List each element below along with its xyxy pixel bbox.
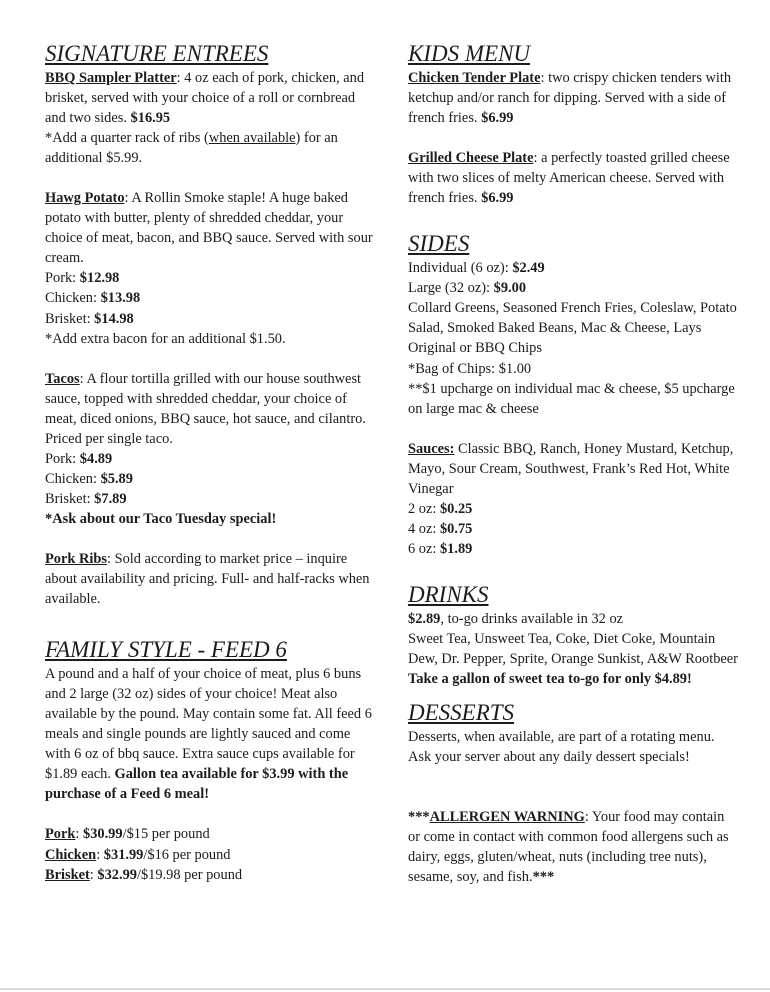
desserts-desc: Desserts, when available, are part of a rotating menu. Ask your server about any daily dessert specials!: [408, 729, 715, 766]
allergen-label: ALLERGEN WARNING: [429, 809, 585, 826]
drinks-heading: DRINKS: [408, 581, 489, 607]
sauce-size-label: 4 oz:: [408, 520, 440, 537]
tacos-price-row: [45, 469, 375, 489]
chips-note: *Bag of Chips: $1.00: [408, 360, 532, 377]
sides-large-price: [408, 278, 738, 298]
grilled-cheese-price: $6.99: [481, 190, 514, 207]
family-meat-name: Pork: [45, 826, 76, 843]
allergen-suffix: ***: [532, 869, 555, 886]
bbq-note-text-a: *Add a quarter rack of ribs (: [45, 130, 209, 147]
tacos-name: Tacos: [45, 370, 80, 387]
family-meat-name: Brisket: [45, 866, 90, 883]
sides-individual-label: Individual (6 oz):: [408, 260, 513, 277]
hawg-price-label: Brisket:: [45, 310, 95, 327]
family-desc-text: A pound and a half of your choice of meat, plus 6 buns and 2 large (32 oz) sides of your choice! Meat also available by the pound. May contain some fat. All feed 6 meals and single pounds are lightly sauced and come with 6 oz of bbq sauce. Extra sauce cups available for $1.89 each.: [45, 666, 372, 783]
sauce-price-value: $1.89: [439, 540, 473, 557]
sides-large-label: Large (32 oz):: [408, 280, 494, 297]
hawg-potato-desc: : A Rollin Smoke staple! A huge baked potato with butter, plenty of shredded cheddar, your choice of meat, bacon, and BBQ sauce. Served with sour cream.: [45, 190, 373, 267]
sauce-price-value: $0.25: [439, 500, 473, 517]
sauce-price-row: [408, 499, 738, 519]
tacos-price-value: $7.89: [94, 490, 127, 507]
tacos-price-row: [45, 449, 375, 469]
sides-individual-value: $2.49: [512, 260, 545, 277]
hawg-price-value: $12.98: [79, 270, 120, 287]
family-meat-name: Chicken: [45, 846, 97, 863]
pork-ribs-desc: : Sold according to market price – inquire about availability and pricing. Full- and half-racks when available.: [45, 550, 370, 608]
hawg-price-row: [45, 268, 375, 288]
bbq-note-text-b: ) for an additional $5.99.: [45, 130, 338, 167]
chicken-tender-item: [408, 68, 738, 128]
sauces-item: [408, 439, 738, 499]
chicken-tender-price: $6.99: [481, 110, 514, 127]
kids-menu-heading: KIDS MENU: [408, 41, 531, 66]
hawg-bacon-note: *Add extra bacon for an additional $1.50.: [45, 330, 286, 347]
hawg-price-row: [45, 288, 375, 308]
tacos-price-value: $4.89: [79, 450, 113, 467]
hawg-price-row: [45, 309, 375, 329]
sauces-list: Classic BBQ, Ranch, Honey Mustard, Ketchup, Mayo, Sour Cream, Southwest, Frank’s Red Hot, White Vinegar: [408, 440, 734, 497]
tacos-price-label: Chicken:: [45, 470, 101, 487]
tacos-desc: : A flour tortilla grilled with our house southwest sauce, topped with shredded cheddar, your choice of meat, diced onions, BBQ sauce, hot sauce, and cilantro. Priced per single taco.: [45, 370, 366, 447]
chicken-tender-desc: : two crispy chicken tenders with ketchup and/or ranch for dipping. Served with a side of french fries.: [408, 70, 732, 127]
family-style-heading: FAMILY STYLE - FEED 6: [45, 637, 287, 663]
sides-heading: SIDES: [408, 231, 470, 257]
allergen-prefix: ***: [408, 809, 430, 826]
hawg-potato-item: [45, 188, 375, 268]
signature-entrees-heading: SIGNATURE ENTREES: [45, 41, 269, 66]
hawg-price-value: $14.98: [94, 310, 134, 327]
family-per-pound: /$16 per pound: [143, 846, 231, 863]
sauce-price-row: [408, 539, 738, 559]
family-price-row: Brisket: $32.99/$19.98 per pound: [45, 866, 243, 883]
bbq-sampler-price: $16.95: [130, 110, 171, 127]
sides-list: Collard Greens, Seasoned French Fries, Coleslaw, Potato Salad, Smoked Baked Beans, Mac & Cheese, Lays Original or BBQ Chips: [408, 300, 737, 357]
sides-large-value: $9.00: [493, 280, 527, 297]
hawg-price-value: $13.98: [100, 290, 141, 307]
grilled-cheese-item: [408, 148, 738, 208]
tacos-price-value: $5.89: [100, 470, 133, 487]
desserts-heading: DESSERTS: [408, 700, 515, 726]
family-price-row: Chicken: $31.99/$16 per pound: [45, 846, 231, 863]
grilled-cheese-desc: : a perfectly toasted grilled cheese with two slices of melty American cheese. Served with french fries.: [408, 150, 730, 207]
page-bottom-edge: [0, 988, 770, 990]
mac-upcharge-note: **$1 upcharge on individual mac & cheese, $5 upcharge on large mac & cheese: [408, 380, 735, 417]
tacos-price-label: Pork:: [45, 450, 80, 467]
sauce-price-row: [408, 519, 738, 539]
family-per-pound: /$19.98 per pound: [136, 866, 243, 883]
bbq-note-when-available: when available: [208, 130, 296, 147]
drinks-price-value: $2.89: [408, 610, 441, 627]
sauce-size-label: 6 oz:: [408, 540, 440, 557]
family-meat-price: $30.99: [83, 826, 123, 843]
bbq-sampler-note: [45, 128, 375, 168]
drinks-list: Sweet Tea, Unsweet Tea, Coke, Diet Coke, Mountain Dew, Dr. Pepper, Sprite, Orange Sunkist, A&W Rootbeer: [408, 630, 738, 668]
sauce-price-value: $0.75: [439, 520, 473, 537]
tacos-price-row: [45, 489, 375, 509]
family-per-pound: /$15 per pound: [122, 826, 210, 843]
tacos-price-label: Brisket:: [45, 490, 95, 507]
pork-ribs-name: Pork Ribs: [45, 550, 107, 567]
bbq-sampler-item: [45, 68, 375, 128]
taco-tuesday-note: *Ask about our Taco Tuesday special!: [45, 510, 277, 527]
hawg-price-label: Chicken:: [45, 290, 101, 307]
family-meat-price: $32.99: [97, 866, 137, 883]
family-price-row: Pork: $30.99/$15 per pound: [45, 826, 210, 843]
sides-individual-price: [408, 258, 738, 278]
bbq-sampler-desc: : 4 oz each of pork, chicken, and brisket, served with your choice of a roll or cornbread and two sides.: [45, 70, 365, 127]
allergen-text: : Your food may contain or come in contact with common food allergens such as dairy, eggs, gluten/wheat, nuts (including tree nuts), sesame, soy, and fish.: [408, 809, 729, 886]
drinks-price-desc: , to-go drinks available in 32 oz: [440, 610, 624, 627]
gallon-tea-offer: Take a gallon of sweet tea to-go for only $4.89!: [408, 671, 692, 688]
bbq-sampler-name: BBQ Sampler Platter: [45, 70, 177, 86]
tacos-item: [45, 369, 375, 449]
right-column: [408, 40, 738, 887]
sauces-label: Sauces:: [408, 440, 455, 457]
sauce-size-label: 2 oz:: [408, 500, 440, 517]
grilled-cheese-name: Grilled Cheese Plate: [408, 150, 534, 167]
pork-ribs-item: [45, 549, 375, 609]
allergen-warning: [408, 807, 738, 887]
hawg-potato-name: Hawg Potato: [45, 190, 125, 207]
chicken-tender-name: Chicken Tender Plate: [408, 70, 541, 86]
hawg-price-label: Pork:: [45, 270, 80, 287]
drinks-price: [408, 609, 738, 629]
family-meat-price: $31.99: [103, 846, 144, 863]
family-gallon-tea-offer: Gallon tea available for $3.99 with the purchase of a Feed 6 meal!: [45, 766, 349, 803]
family-style-desc: [45, 664, 375, 804]
left-column: [45, 40, 375, 885]
